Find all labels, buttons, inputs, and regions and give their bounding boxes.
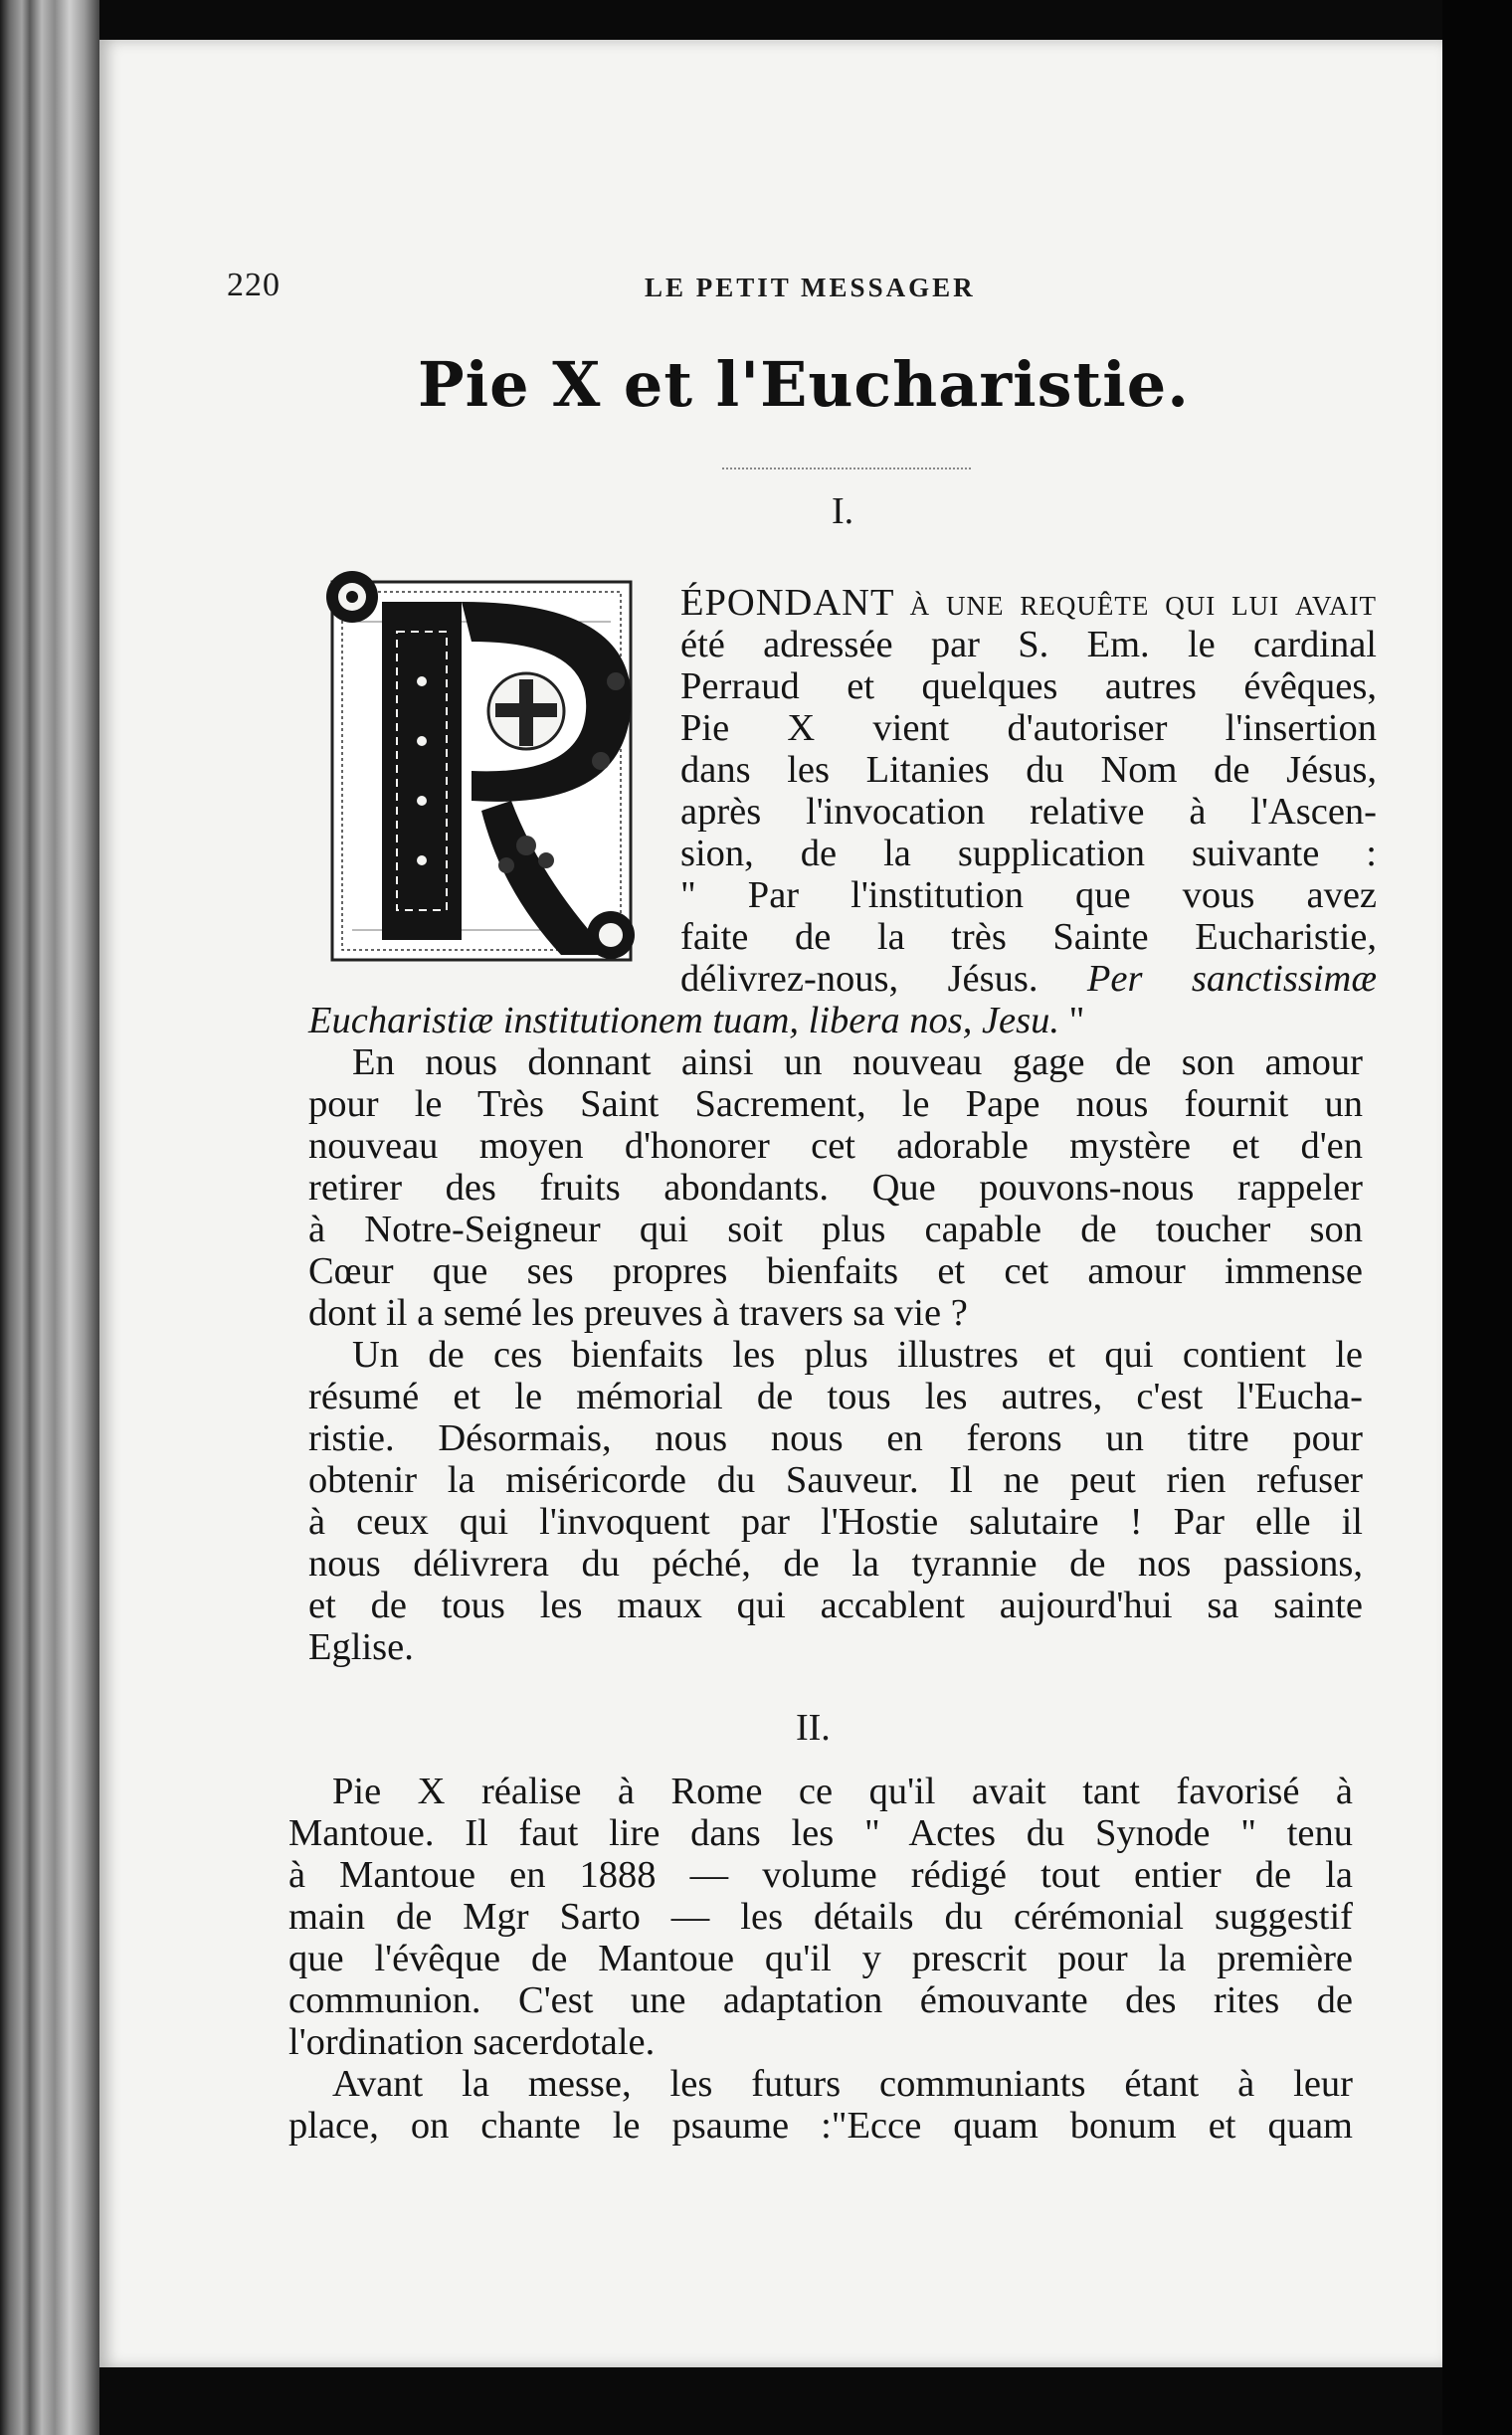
text-line: résumé et le mémorial de tous les autres, c'est l'Eucha-	[308, 1376, 1363, 1417]
page-header	[227, 267, 1371, 316]
text-line: Perraud et quelques autres évêques,	[680, 665, 1377, 707]
section-number-1: I.	[832, 490, 854, 532]
text-line: pour le Très Saint Sacrement, le Pape nous fournit un	[308, 1083, 1363, 1125]
text-line: à Mantoue en 1888 — volume rédigé tout entier de la	[288, 1854, 1353, 1896]
text-line: Eucharistiæ institutionem tuam, libera nos, Jesu. "	[308, 1000, 1085, 1041]
section-number-2: II.	[796, 1707, 831, 1749]
text-line: été adressée par S. Em. le cardinal	[680, 624, 1377, 665]
text-line: et de tous les maux qui accablent aujourd'hui sa sainte	[308, 1585, 1363, 1626]
text-line: nouveau moyen d'honorer cet adorable mystère et d'en	[308, 1125, 1363, 1167]
text-line: En nous donnant ainsi un nouveau gage de son amour	[352, 1041, 1363, 1083]
ornamental-drop-cap	[312, 562, 670, 990]
text-line: Pie X vient d'autoriser l'insertion	[680, 707, 1377, 749]
scan-background	[1442, 0, 1512, 2435]
text-line: à Notre-Seigneur qui soit plus capable de toucher son	[308, 1209, 1363, 1250]
drop-cap-ornament-icon	[312, 562, 670, 990]
title-divider	[722, 468, 971, 469]
text-line: Un de ces bienfaits les plus illustres et qui contient le	[352, 1334, 1363, 1376]
text-line: ÉPONDANT à une requête qui lui avait	[680, 582, 1377, 624]
section1-wrap-paragraph	[680, 582, 1377, 1000]
text-line: Cœur que ses propres bienfaits et cet amour immense	[308, 1250, 1363, 1292]
article-title: Pie X et l'Eucharistie.	[418, 348, 1190, 421]
text-line: Avant la messe, les futurs communiants étant à leur	[332, 2063, 1353, 2105]
text-line: obtenir la miséricorde du Sauveur. Il ne peut rien refuser	[308, 1459, 1363, 1501]
text-line: communion. C'est une adaptation émouvante des rites de	[288, 1979, 1353, 2021]
section1-body	[308, 1000, 1363, 1668]
running-head: LE PETIT MESSAGER	[645, 273, 976, 302]
text-line: l'ordination sacerdotale.	[288, 2021, 656, 2063]
section2-body	[288, 1771, 1353, 2147]
text-line: après l'invocation relative à l'Ascen-	[680, 791, 1377, 833]
text-line: que l'évêque de Mantoue qu'il y prescrit pour la première	[288, 1938, 1353, 1979]
latin-invocation-part2: Eucharistiæ institutionem tuam, libera nos, Jesu.	[308, 1000, 1059, 1041]
text-line: Eglise.	[308, 1626, 414, 1668]
text-line: à ceux qui l'invoquent par l'Hostie salutaire ! Par elle il	[308, 1501, 1363, 1543]
text-line: nous délivrera du péché, de la tyrannie de nos passions,	[308, 1543, 1363, 1585]
text-line: faite de la très Sainte Eucharistie,	[680, 916, 1377, 958]
latin-invocation-part1: Per sanctissimæ	[1086, 958, 1377, 1000]
text-line: dont il a semé les preuves à travers sa vie ?	[308, 1292, 968, 1334]
page-number: 220	[227, 267, 281, 303]
text-line: ristie. Désormais, nous nous en ferons un titre pour	[308, 1417, 1363, 1459]
text-line: Mantoue. Il faut lire dans les " Actes du Synode " tenu	[288, 1812, 1353, 1854]
text-line: sion, de la supplication suivante :	[680, 833, 1377, 874]
text-line: délivrez-nous, Jésus. Per sanctissimæ	[680, 958, 1377, 1000]
book-page-edges	[0, 0, 99, 2435]
text-line: main de Mgr Sarto — les détails du cérémonial suggestif	[288, 1896, 1353, 1938]
text-line: dans les Litanies du Nom de Jésus,	[680, 749, 1377, 791]
text-line: place, on chante le psaume :"Ecce quam bonum et quam	[288, 2105, 1353, 2147]
text-line: " Par l'institution que vous avez	[680, 874, 1377, 916]
text-line: Pie X réalise à Rome ce qu'il avait tant favorisé à	[332, 1771, 1353, 1812]
text-line: retirer des fruits abondants. Que pouvons-nous rappeler	[308, 1167, 1363, 1209]
